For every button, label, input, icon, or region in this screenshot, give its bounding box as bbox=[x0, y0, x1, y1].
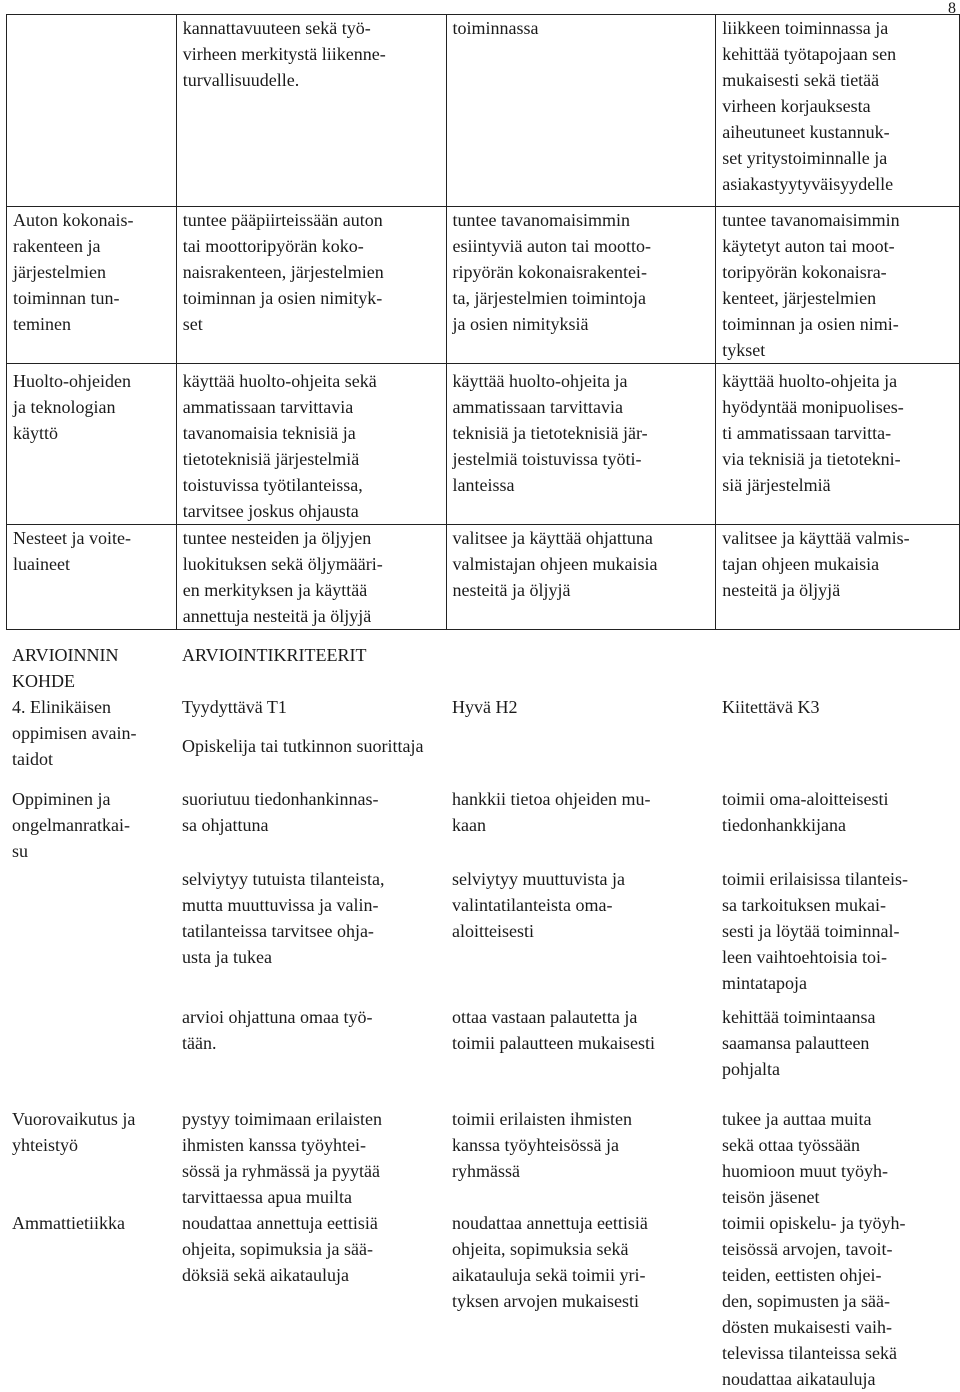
text-line: Auton kokonais- bbox=[13, 210, 134, 230]
text-line: tarvittaessa apua muilta bbox=[182, 1187, 352, 1207]
text-line: Ammattietiikka bbox=[12, 1213, 125, 1233]
text-line: Nesteet ja voite- bbox=[13, 528, 131, 548]
text-line: via teknisiä ja tietotekni- bbox=[722, 449, 901, 469]
assessment-object-cell bbox=[7, 364, 177, 525]
assessment-object-cell bbox=[7, 207, 177, 364]
text-line: den, sopimusten ja sää- bbox=[722, 1291, 890, 1311]
text-line: aikatauluja sekä toimii yri- bbox=[452, 1265, 646, 1285]
text-line: ammatissaan tarvittavia bbox=[182, 397, 354, 417]
text-line: järjestelmien bbox=[13, 262, 106, 282]
text-line: asiakastyytyväisyydelle bbox=[722, 174, 894, 194]
criteria-cell bbox=[446, 364, 716, 525]
assessment-object-cell bbox=[6, 866, 176, 996]
text-line: lanteissa bbox=[452, 475, 515, 495]
text-line: sa tarkoituksen mukai- bbox=[722, 895, 886, 915]
text-line: ripyörän kokonaisrakentei- bbox=[452, 262, 647, 282]
grade-h2: Hyvä H2 bbox=[452, 697, 518, 717]
text-line: toiminnan ja osien nimityk- bbox=[182, 288, 383, 308]
text-line: tatilanteissa tarvitsee ohja- bbox=[182, 921, 374, 941]
text-line: teknisiä ja tietoteknisiä jär- bbox=[452, 423, 648, 443]
text-line: noudattaa aikatauluja bbox=[722, 1369, 876, 1389]
criteria-cell bbox=[446, 772, 716, 866]
assessment-object-cell bbox=[6, 772, 176, 866]
text-line: mukaisesti sekä tietää bbox=[722, 70, 880, 90]
text-line: tajan ohjeen mukaisia bbox=[722, 554, 880, 574]
assessment-object-header: ARVIOINNIN KOHDE bbox=[12, 645, 119, 691]
text-line: tuntee tavanomaisimmin bbox=[452, 210, 630, 230]
text-line: toistuvissa työtilanteissa, bbox=[182, 475, 363, 495]
text-line: nesteitä ja öljyjä bbox=[452, 580, 571, 600]
text-line: siä järjestelmiä bbox=[722, 475, 831, 495]
header-row bbox=[6, 642, 960, 694]
text-line: käyttää huolto-ohjeita ja bbox=[722, 371, 898, 391]
assessment-object-cell bbox=[6, 996, 176, 1092]
text-line: hankkii tietoa ohjeiden mu- bbox=[452, 789, 651, 809]
text-line: mintatapoja bbox=[722, 973, 807, 993]
text-line: selviytyy muuttuvista ja bbox=[452, 869, 625, 889]
text-line: käyttää huolto-ohjeita ja bbox=[452, 371, 628, 391]
text-line: saamansa palautteen bbox=[722, 1033, 870, 1053]
text-line: aloitteisesti bbox=[452, 921, 534, 941]
text-line: valitsee ja käyttää ohjattuna bbox=[452, 528, 653, 548]
text-line: su bbox=[12, 841, 29, 861]
text-line: annettuja nesteitä ja öljyjä bbox=[182, 606, 372, 626]
text-line: tietoteknisiä järjestelmiä bbox=[182, 449, 360, 469]
text-line: tavanomaisia teknisiä ja bbox=[182, 423, 356, 443]
text-line: ongelmanratkai- bbox=[12, 815, 130, 835]
text-line: kenteet, järjestelmien bbox=[722, 288, 877, 308]
text-line: teisön jäsenet bbox=[722, 1187, 820, 1207]
text-line: kehittää työtapojaan sen bbox=[722, 44, 897, 64]
text-line: toimii oma-aloitteisesti bbox=[722, 789, 889, 809]
text-line: esiintyviä auton tai mootto- bbox=[452, 236, 651, 256]
text-line: tuntee tavanomaisimmin bbox=[722, 210, 900, 230]
text-line: yhteistyö bbox=[12, 1135, 78, 1155]
text-line: luaineet bbox=[13, 554, 70, 574]
text-line: ta, järjestelmien toimintoja bbox=[452, 288, 646, 308]
text-line: ohjeita, sopimuksia sekä bbox=[452, 1239, 629, 1259]
text-line: noudattaa annettuja eettisiä bbox=[182, 1213, 378, 1233]
criteria-cell bbox=[176, 1210, 446, 1392]
text-line: valmistajan ohjeen mukaisia bbox=[452, 554, 658, 574]
text-line: en merkityksen ja käyttää bbox=[182, 580, 368, 600]
assessment-object-cell bbox=[6, 1092, 176, 1210]
text-line: käyttö bbox=[13, 423, 58, 443]
criteria-cell bbox=[716, 207, 960, 364]
criteria-cell bbox=[176, 364, 446, 525]
criteria-cell bbox=[446, 1210, 716, 1392]
criteria-cell bbox=[716, 1210, 960, 1392]
criteria-cell bbox=[446, 207, 716, 364]
text-line: sekä ottaa työssään bbox=[722, 1135, 860, 1155]
text-line: set bbox=[182, 314, 203, 334]
text-line: dösten mukaisesti vaih- bbox=[722, 1317, 892, 1337]
text-line: tukee ja auttaa muita bbox=[722, 1109, 872, 1129]
text-line: leen vaihtoehtoisia toi- bbox=[722, 947, 887, 967]
text-line: toiminnan ja osien nimi- bbox=[722, 314, 899, 334]
criteria-cell bbox=[176, 207, 446, 364]
grade-t1: Tyydyttävä T1 bbox=[182, 697, 287, 717]
criteria-cell bbox=[176, 525, 446, 630]
text-line: toimii palautteen mukaisesti bbox=[452, 1033, 655, 1053]
criteria-cell bbox=[716, 772, 960, 866]
text-line: valitsee ja käyttää valmis- bbox=[722, 528, 910, 548]
criteria-cell bbox=[446, 525, 716, 630]
text-line: liikkeen toiminnassa ja bbox=[722, 18, 889, 38]
text-line: nesteitä ja öljyjä bbox=[722, 580, 841, 600]
text-line: huomioon muut työyh- bbox=[722, 1161, 888, 1181]
table-row bbox=[6, 1092, 960, 1210]
text-line: kanssa työyhteisössä ja bbox=[452, 1135, 619, 1155]
criteria-cell bbox=[446, 15, 716, 207]
text-line: jestelmiä toistuvissa työti- bbox=[452, 449, 642, 469]
text-line: virheen merkitystä liikenne- bbox=[182, 44, 386, 64]
text-line: selviytyy tutuista tilanteista, bbox=[182, 869, 385, 889]
criteria-cell bbox=[716, 1092, 960, 1210]
criteria-cell bbox=[176, 772, 446, 866]
text-line: tai moottoripyörän koko- bbox=[182, 236, 364, 256]
table-row bbox=[6, 866, 960, 996]
assessment-object-cell bbox=[7, 525, 177, 630]
criteria-cell bbox=[716, 15, 960, 207]
table-row bbox=[7, 15, 960, 207]
grade-row bbox=[6, 694, 960, 733]
text-line: toripyörän kokonaisra- bbox=[722, 262, 887, 282]
subject-label: Opiskelija tai tutkinnon suorittaja bbox=[182, 736, 424, 756]
criteria-cell bbox=[716, 866, 960, 996]
text-line: kaan bbox=[452, 815, 486, 835]
text-line: turvallisuudelle. bbox=[182, 70, 300, 90]
criteria-table-top bbox=[6, 14, 960, 630]
section-title: 4. Elinikäisen oppimisen avain- taidot bbox=[12, 697, 137, 769]
text-line: toimii erilaisissa tilanteis- bbox=[722, 869, 908, 889]
text-line: sesti ja löytää toiminnal- bbox=[722, 921, 900, 941]
text-line: toiminnassa bbox=[452, 18, 539, 38]
criteria-cell bbox=[716, 364, 960, 525]
text-line: ihmisten kanssa työyhtei- bbox=[182, 1135, 366, 1155]
text-line: tään. bbox=[182, 1033, 217, 1053]
text-line: Oppiminen ja bbox=[12, 789, 111, 809]
criteria-cell bbox=[446, 866, 716, 996]
text-line: pystyy toimimaan erilaisten bbox=[182, 1109, 382, 1129]
text-line: tarvitsee joskus ohjausta bbox=[182, 501, 359, 521]
criteria-cell bbox=[176, 866, 446, 996]
text-line: Huolto-ohjeiden bbox=[13, 371, 131, 391]
text-line: ottaa vastaan palautetta ja bbox=[452, 1007, 638, 1027]
text-line: käyttää huolto-ohjeita sekä bbox=[182, 371, 377, 391]
text-line: hyödyntää monipuolises- bbox=[722, 397, 904, 417]
text-line: arvioi ohjattuna omaa työ- bbox=[182, 1007, 373, 1027]
criteria-cell bbox=[716, 525, 960, 630]
text-line: noudattaa annettuja eettisiä bbox=[452, 1213, 648, 1233]
text-line: käytetyt auton tai moot- bbox=[722, 236, 895, 256]
text-line: ja osien nimityksiä bbox=[452, 314, 589, 334]
text-line: suoriutuu tiedonhankinnas- bbox=[182, 789, 379, 809]
table-row bbox=[7, 207, 960, 364]
table-row bbox=[6, 996, 960, 1092]
text-line: ryhmässä bbox=[452, 1161, 520, 1181]
criteria-cell bbox=[176, 996, 446, 1092]
criteria-cell bbox=[716, 996, 960, 1092]
text-line: luokituksen sekä öljymääri- bbox=[182, 554, 383, 574]
assessment-object-cell bbox=[6, 1210, 176, 1392]
text-line: ohjeita, sopimuksia ja sää- bbox=[182, 1239, 373, 1259]
criteria-cell bbox=[176, 15, 446, 207]
text-line: döksiä sekä aikatauluja bbox=[182, 1265, 349, 1285]
text-line: teiden, eettisten ohjei- bbox=[722, 1265, 882, 1285]
text-line: sössä ja ryhmässä ja pyytää bbox=[182, 1161, 380, 1181]
text-line: televissa tilanteissa sekä bbox=[722, 1343, 897, 1363]
text-line: tiedonhankkijana bbox=[722, 815, 846, 835]
text-line: mutta muuttuvissa ja valin- bbox=[182, 895, 379, 915]
text-line: toimii opiskelu- ja työyh- bbox=[722, 1213, 906, 1233]
text-line: rakenteen ja bbox=[13, 236, 101, 256]
table-row bbox=[7, 525, 960, 630]
text-line: pohjalta bbox=[722, 1059, 780, 1079]
text-line: ja teknologian bbox=[13, 397, 116, 417]
text-line: set yritystoiminnalle ja bbox=[722, 148, 888, 168]
text-line: ti ammatissaan tarvitta- bbox=[722, 423, 892, 443]
text-line: ammatissaan tarvittavia bbox=[452, 397, 623, 417]
text-line: kehittää toimintaansa bbox=[722, 1007, 876, 1027]
criteria-table-bottom bbox=[6, 642, 960, 1392]
table-row bbox=[6, 772, 960, 866]
assessment-criteria-header: ARVIOINTIKRITEERIT bbox=[182, 645, 367, 665]
text-line: sa ohjattuna bbox=[182, 815, 269, 835]
criteria-cell bbox=[446, 996, 716, 1092]
text-line: tuntee nesteiden ja öljyjen bbox=[182, 528, 372, 548]
text-line: aiheutuneet kustannuk- bbox=[722, 122, 890, 142]
text-line: valintatilanteista oma- bbox=[452, 895, 613, 915]
text-line: teminen bbox=[13, 314, 71, 334]
criteria-cell bbox=[446, 1092, 716, 1210]
text-line: teisössä arvojen, tavoit- bbox=[722, 1239, 893, 1259]
text-line: Vuorovaikutus ja bbox=[12, 1109, 136, 1129]
text-line: virheen korjauksesta bbox=[722, 96, 871, 116]
assessment-object-cell bbox=[7, 15, 177, 207]
criteria-cell bbox=[176, 1092, 446, 1210]
text-line: usta ja tukea bbox=[182, 947, 272, 967]
table-row bbox=[7, 364, 960, 525]
text-line: toiminnan tun- bbox=[13, 288, 120, 308]
text-line: toimii erilaisten ihmisten bbox=[452, 1109, 632, 1129]
page-number: 8 bbox=[948, 0, 956, 17]
table-row bbox=[6, 1210, 960, 1392]
grade-k3: Kiitettävä K3 bbox=[722, 697, 820, 717]
text-line: kannattavuuteen sekä työ- bbox=[182, 18, 371, 38]
text-line: tyksen arvojen mukaisesti bbox=[452, 1291, 639, 1311]
text-line: tuntee pääpiirteissään auton bbox=[182, 210, 383, 230]
text-line: tykset bbox=[722, 340, 766, 360]
text-line: naisrakenteen, järjestelmien bbox=[182, 262, 384, 282]
